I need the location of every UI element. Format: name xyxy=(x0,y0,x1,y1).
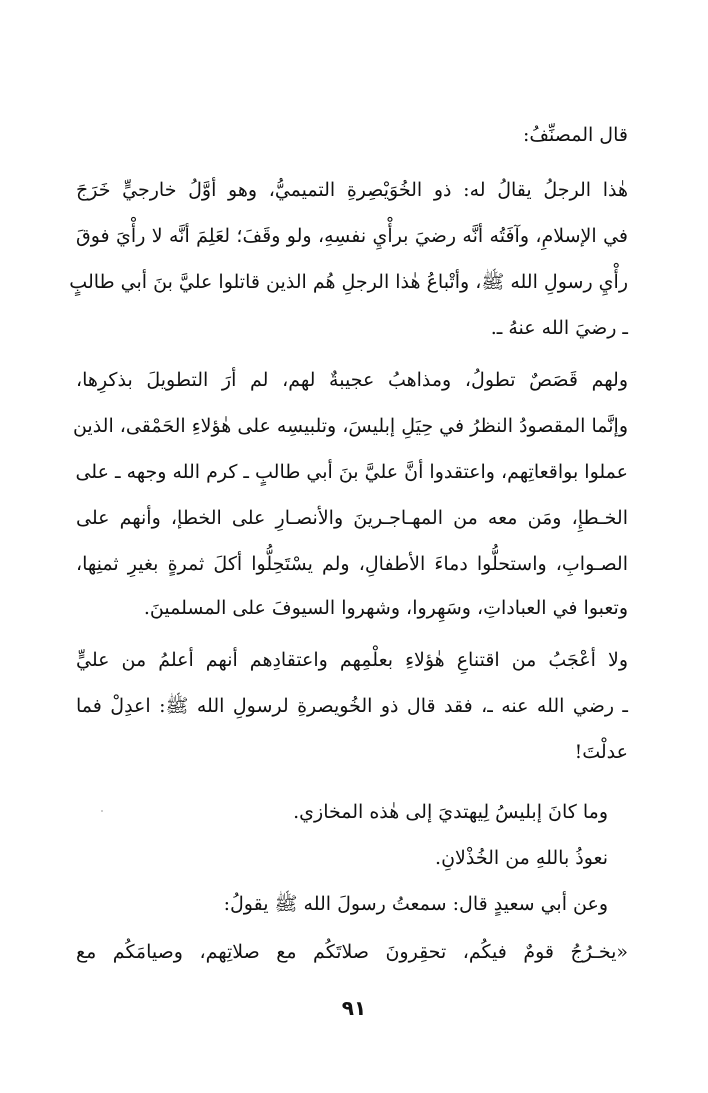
short-line-2: نعوذُ باللهِ من الخُذْلانِ. xyxy=(435,847,608,869)
paragraph-2-line-5: الصـوابِ، واستحلُّوا دماءَ الأطفالِ، ولم يسْتَحِلُّوا أكلَ ثمرةٍ بغيرِ ثمنِها، xyxy=(76,553,628,575)
paragraph-1-line-3: رأْيِ رسولِ الله ﷺ، وأتْباعُ هٰذا الرجلِ هُم الذين قاتلوا عليَّ بنَ أبي طالبٍ xyxy=(69,271,628,293)
paragraph-2-line-4: الخـطإِ، ومَن معه من المهـاجـرينَ والأنصـارِ على الخطإ، وأنهم على xyxy=(76,507,628,529)
page-number: ٩١ xyxy=(341,996,367,1020)
final-line: «يخـرُجُ قومٌ فيكُم، تحقِرونَ صلاتَكُم مع صلاتِهم، وصيامَكُم مع xyxy=(76,941,628,963)
paragraph-2-line-6: وتعبوا في العباداتِ، وسَهِروا، وشهروا السيوفَ على المسلمينَ. xyxy=(143,597,628,619)
section-heading: قال المصنِّفُ: xyxy=(522,124,628,146)
scan-speck xyxy=(101,810,103,812)
short-line-3: وعن أبي سعيدٍ قال: سمعتُ رسولَ الله ﷺ يقولُ: xyxy=(223,893,608,915)
paragraph-2-line-2: وإنَّما المقصودُ النظرُ في حِيَلِ إبليسَ، وتلبيسِه على هٰؤلاءِ الحَمْقى، الذين xyxy=(72,415,628,437)
paragraph-1-line-2: في الإسلامِ، وآفَتُه أنَّه رضيَ برأْيِ نفسِهِ، ولو وقَفَ؛ لعَلِمَ أنَّه لا رأْيَ فوقَ xyxy=(76,225,628,247)
paragraph-1-line-4: ـ رضيَ الله عنهُ ـ. xyxy=(490,317,628,339)
paragraph-3-line-1: ولا أعْجَبُ من اقتناعِ هٰؤلاءِ بعلْمِهم واعتقادِهم أنهم أعلمُ من عليٍّ xyxy=(76,649,628,671)
paragraph-2-line-1: ولهم قَصَصٌ تطولُ، ومذاهبُ عجيبةٌ لهم، لم أرَ التطويلَ بذكرِها، xyxy=(76,369,628,391)
paragraph-2-line-3: عملوا بواقعاتِهم، واعتقدوا أنَّ عليَّ بنَ أبي طالبٍ ـ كرم الله وجهه ـ على xyxy=(75,461,628,483)
paragraph-3-line-3: عدلْتَ! xyxy=(574,741,628,763)
paragraph-1-line-1: هٰذا الرجلُ يقالُ له: ذو الخُوَيْصِرةِ التميميُّ، وهو أوَّلُ خارجيٍّ خَرَجَ xyxy=(76,179,628,201)
paragraph-3-line-2: ـ رضي الله عنه ـ، فقد قال ذو الخُويصرةِ لرسولِ الله ﷺ: اعدِلْ فما xyxy=(76,695,629,717)
short-line-1: وما كانَ إبليسُ لِيهتديَ إلى هٰذه المخازي. xyxy=(293,801,608,823)
